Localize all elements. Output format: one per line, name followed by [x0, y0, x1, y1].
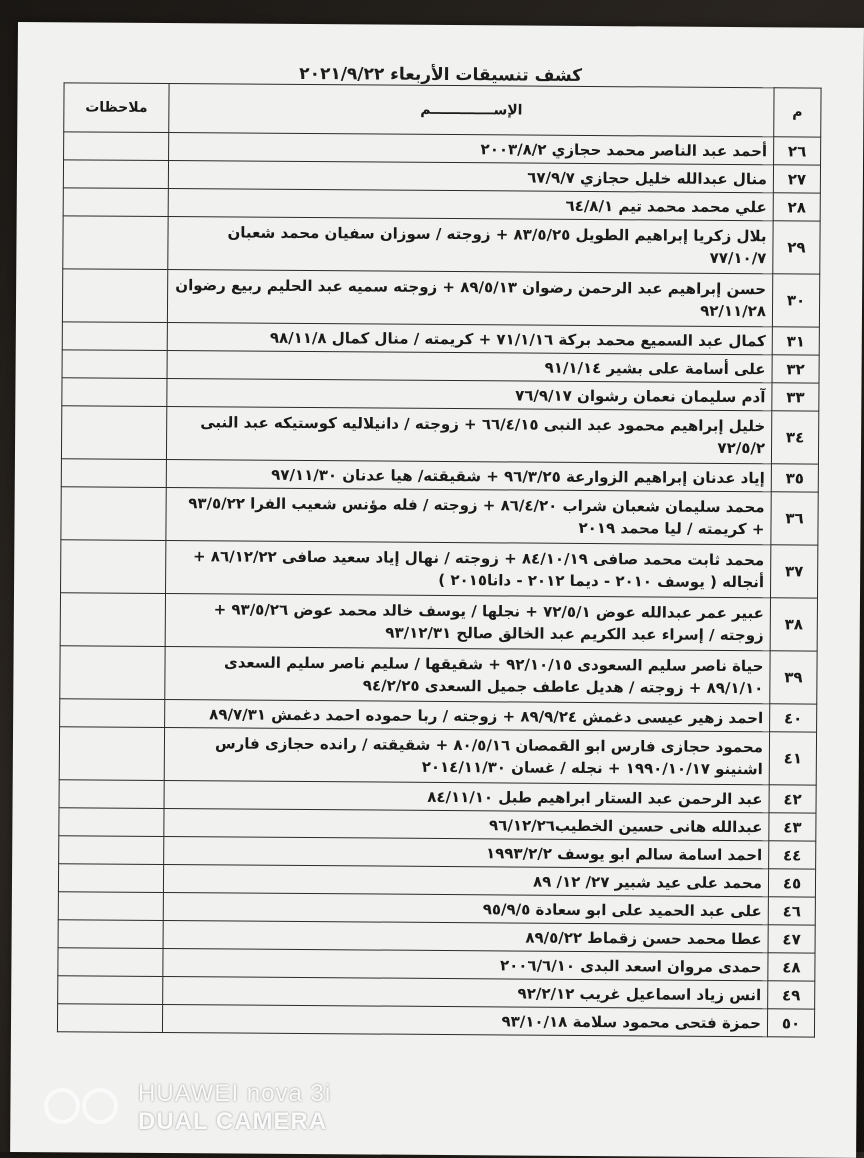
- row-notes: [58, 976, 163, 1005]
- row-name: كمال عبد السميع محمد بركة ٧١/١/١٦ + كريمته / منال كمال ٩٨/١١/٨: [167, 323, 772, 355]
- row-name: خليل إبراهيم محمود عبد النبى ٦٦/٤/١٥ + زوجته / دانيلاليه كوستيكه عبد النبى ٧٢/٥/٢: [166, 407, 771, 464]
- row-name: عبير عمر عبدالله عوض ٧٢/٥/١ + نجلها / يوسف خالد محمد عوض ٩٣/٥/٢٦ + زوجته / إسراء عبد الكريم عبد الخالق صالح ٩٣/١٢/٣١: [165, 594, 770, 651]
- row-notes: [64, 132, 169, 161]
- row-notes: [59, 808, 164, 837]
- row-name: علي محمد محمد تيم ٦٤/٨/١: [168, 189, 773, 221]
- row-number: ٣٧: [770, 545, 817, 598]
- table-row: [63, 216, 820, 274]
- row-number: ٣١: [772, 327, 819, 355]
- row-name: محمد على عيد شبير ٢٧/ ١٢/ ٨٩: [163, 865, 768, 897]
- row-number: ٣٦: [771, 492, 818, 545]
- row-notes: [62, 350, 167, 379]
- table-body: [57, 132, 820, 1037]
- document-page: [10, 22, 864, 1158]
- header-notes: ملاحظات: [64, 83, 169, 133]
- row-notes: [58, 948, 163, 977]
- camera-logo-icon: [42, 1084, 122, 1128]
- row-number: ٤٦: [768, 897, 815, 925]
- row-number: ٥٠: [767, 1009, 814, 1037]
- row-name: بلال زكريا إبراهيم الطويل ٨٣/٥/٢٥ + زوجته / سوزان سفيان محمد شعبان ٧٧/١٠/٧: [168, 217, 773, 274]
- row-number: ٣٤: [771, 411, 818, 464]
- row-notes: [60, 699, 165, 728]
- row-notes: [61, 487, 166, 541]
- row-notes: [59, 727, 164, 781]
- table-row: [59, 727, 816, 785]
- row-name: على أسامة على بشير ٩١/١/١٤: [167, 351, 772, 383]
- row-name: على عبد الحميد على ابو سعادة ٩٥/٩/٥: [163, 893, 768, 925]
- row-name: إياد عدنان إبراهيم الزوارعة ٩٦/٣/٢٥ + شقيقته/ هيا عدنان ٩٧/١١/٣٠: [166, 460, 771, 492]
- row-name: حمدى مروان اسعد البدى ٢٠٠٦/٦/١٠: [163, 949, 768, 981]
- row-number: ٤١: [769, 732, 816, 785]
- row-number: ٣٥: [771, 464, 818, 492]
- row-name: حسن إبراهيم عبد الرحمن رضوان ٨٩/٥/١٣ + زوجته سميه عبد الحليم ربيع رضوان ٩٢/١١/٢٨: [167, 270, 772, 327]
- row-number: ٣٠: [772, 274, 819, 327]
- row-number: ٢٨: [773, 193, 820, 221]
- row-name: احمد اسامة سالم ابو يوسف ١٩٩٣/٢/٢: [164, 837, 769, 869]
- row-number: ٢٧: [773, 165, 820, 193]
- row-number: ٤٣: [769, 813, 816, 841]
- watermark-brand: HUAWEI nova 3i: [138, 1080, 332, 1107]
- row-number: ٣٢: [772, 355, 819, 383]
- header-name: الإســـــــــــــم: [169, 84, 774, 137]
- row-number: ٢٦: [774, 137, 821, 165]
- row-number: ٤٢: [769, 785, 816, 813]
- row-notes: [57, 1004, 162, 1033]
- row-number: ٤٧: [768, 925, 815, 953]
- camera-watermark: [42, 1076, 402, 1136]
- row-name: عبدالله هانى حسين الخطيب٩٦/١٢/٢٦: [164, 809, 769, 841]
- row-number: ٤٠: [770, 704, 817, 732]
- row-name: منال عبدالله خليل حجازي ٦٧/٩/٧: [168, 161, 773, 193]
- row-name: عبد الرحمن عبد الستار ابراهيم طبل ٨٤/١١/١٠: [164, 781, 769, 813]
- table-row: [57, 1004, 814, 1037]
- row-notes: [63, 188, 168, 217]
- row-notes: [58, 892, 163, 921]
- row-name: محمد ثابت محمد صافى ٨٤/١٠/١٩ + زوجته / نهال إياد سعيد صافى ٨٦/١٢/٢٢ + أنجاله ( يوسف ٢٠١٠ - ديما ٢٠١٢ - دانا٢٠١٥ ): [166, 541, 771, 598]
- row-notes: [62, 378, 167, 407]
- table-row: [60, 646, 817, 704]
- row-notes: [63, 216, 168, 270]
- watermark-camera: DUAL CAMERA: [138, 1108, 328, 1135]
- row-notes: [58, 864, 163, 893]
- table-row: [61, 487, 818, 545]
- header-row: [64, 83, 821, 137]
- row-notes: [61, 540, 166, 594]
- row-name: أحمد عبد الناصر محمد حجازي ٢٠٠٣/٨/٢: [169, 133, 774, 165]
- row-notes: [62, 269, 167, 323]
- row-notes: [59, 836, 164, 865]
- row-number: ٣٣: [772, 383, 819, 411]
- row-notes: [60, 593, 165, 647]
- row-name: محمد سليمان شعبان شراب ٨٦/٤/٢٠ + زوجته / فله مؤنس شعيب الفرا ٩٣/٥/٢٢ + كريمته / ليا محمد ٢٠١٩: [166, 488, 771, 545]
- row-notes: [60, 646, 165, 700]
- row-number: ٤٤: [769, 841, 816, 869]
- row-number: ٤٨: [768, 953, 815, 981]
- row-name: حمزة فتحى محمود سلامة ٩٣/١٠/١٨: [162, 1005, 767, 1037]
- table-row: [62, 269, 819, 327]
- row-notes: [61, 406, 166, 460]
- row-name: عطا محمد حسن زقماط ٨٩/٥/٢٢: [163, 921, 768, 953]
- row-notes: [62, 322, 167, 351]
- document-title: كشف تنسيقات الأربعاء ٢٠٢١/٩/٢٢: [299, 63, 583, 86]
- table-row: [61, 540, 818, 598]
- table-row: [61, 406, 818, 464]
- row-name: آدم سليمان نعمان رشوان ٧٦/٩/١٧: [167, 379, 772, 411]
- row-number: ٤٩: [768, 981, 815, 1009]
- table-row: [60, 593, 817, 651]
- row-number: ٣٩: [770, 651, 817, 704]
- row-name: محمود حجازى فارس ابو القمصان ٨٠/٥/١٦ + شقيقته / رانده حجازى فارس اشنينو ١٩٩٠/١٠/١٧ + نجله / غسان ٢٠١٤/١١/٣٠: [164, 728, 769, 785]
- row-name: حياة ناصر سليم السعودى ٩٢/١٠/١٥ + شقيقها / سليم ناصر سليم السعدى ٨٩/١/١٠ + زوجته / هديل عاطف جميل السعدى ٩٤/٢/٢٥: [165, 647, 770, 704]
- row-notes: [58, 920, 163, 949]
- row-number: ٤٥: [768, 869, 815, 897]
- row-notes: [59, 780, 164, 809]
- names-table: [57, 82, 822, 1037]
- header-number: م: [774, 88, 821, 137]
- row-name: احمد زهير عيسى دغمش ٨٩/٩/٢٤ + زوجته / ربا حموده احمد دغمش ٨٩/٧/٣١: [165, 700, 770, 732]
- row-number: ٢٩: [773, 221, 820, 274]
- row-number: ٣٨: [770, 598, 817, 651]
- row-name: انس زياد اسماعيل غريب ٩٢/٢/١٢: [163, 977, 768, 1009]
- row-notes: [61, 459, 166, 488]
- row-notes: [63, 160, 168, 189]
